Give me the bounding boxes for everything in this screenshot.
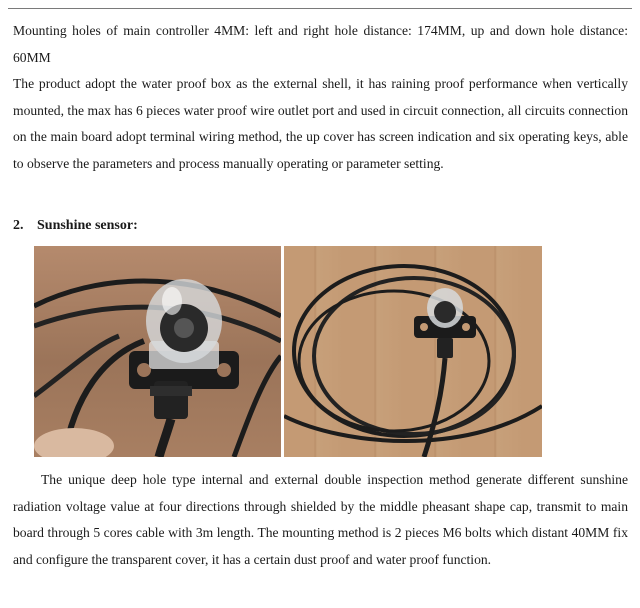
section-title: Sunshine sensor: — [37, 218, 138, 233]
mounting-holes-paragraph: Mounting holes of main controller 4MM: left and right hole distance: 174MM, up and down hole distance: 60MM — [13, 23, 628, 65]
section-heading — [13, 215, 138, 237]
sensor-description-paragraph: The unique deep hole type internal and external double inspection method generate different sunshine radiation voltage value at four directions through shielded by the middle pheasant shape cap, transmit to main board through 5 cores cable with 3m length. The mounting method is 2 pieces M6 bolts which distant 40MM fix and configure the transparent cover, it has a certain dust proof and water proof function. — [13, 472, 628, 567]
sunshine-sensor-with-cable-photo — [284, 246, 542, 457]
top-divider — [8, 8, 632, 9]
section-number: 2. — [13, 218, 24, 233]
waterproof-box-paragraph: The product adopt the water proof box as the external shell, it has raining proof performance when vertically mounted, the max has 6 pieces water proof wire outlet port and used in circuit connection, all circuits connection on the main board adopt terminal wiring method, the up cover has screen indication and six operating keys, able to observe the parameters and process manually operating or parameter setting. — [13, 76, 628, 171]
sunshine-sensor-closeup-photo — [34, 246, 281, 457]
